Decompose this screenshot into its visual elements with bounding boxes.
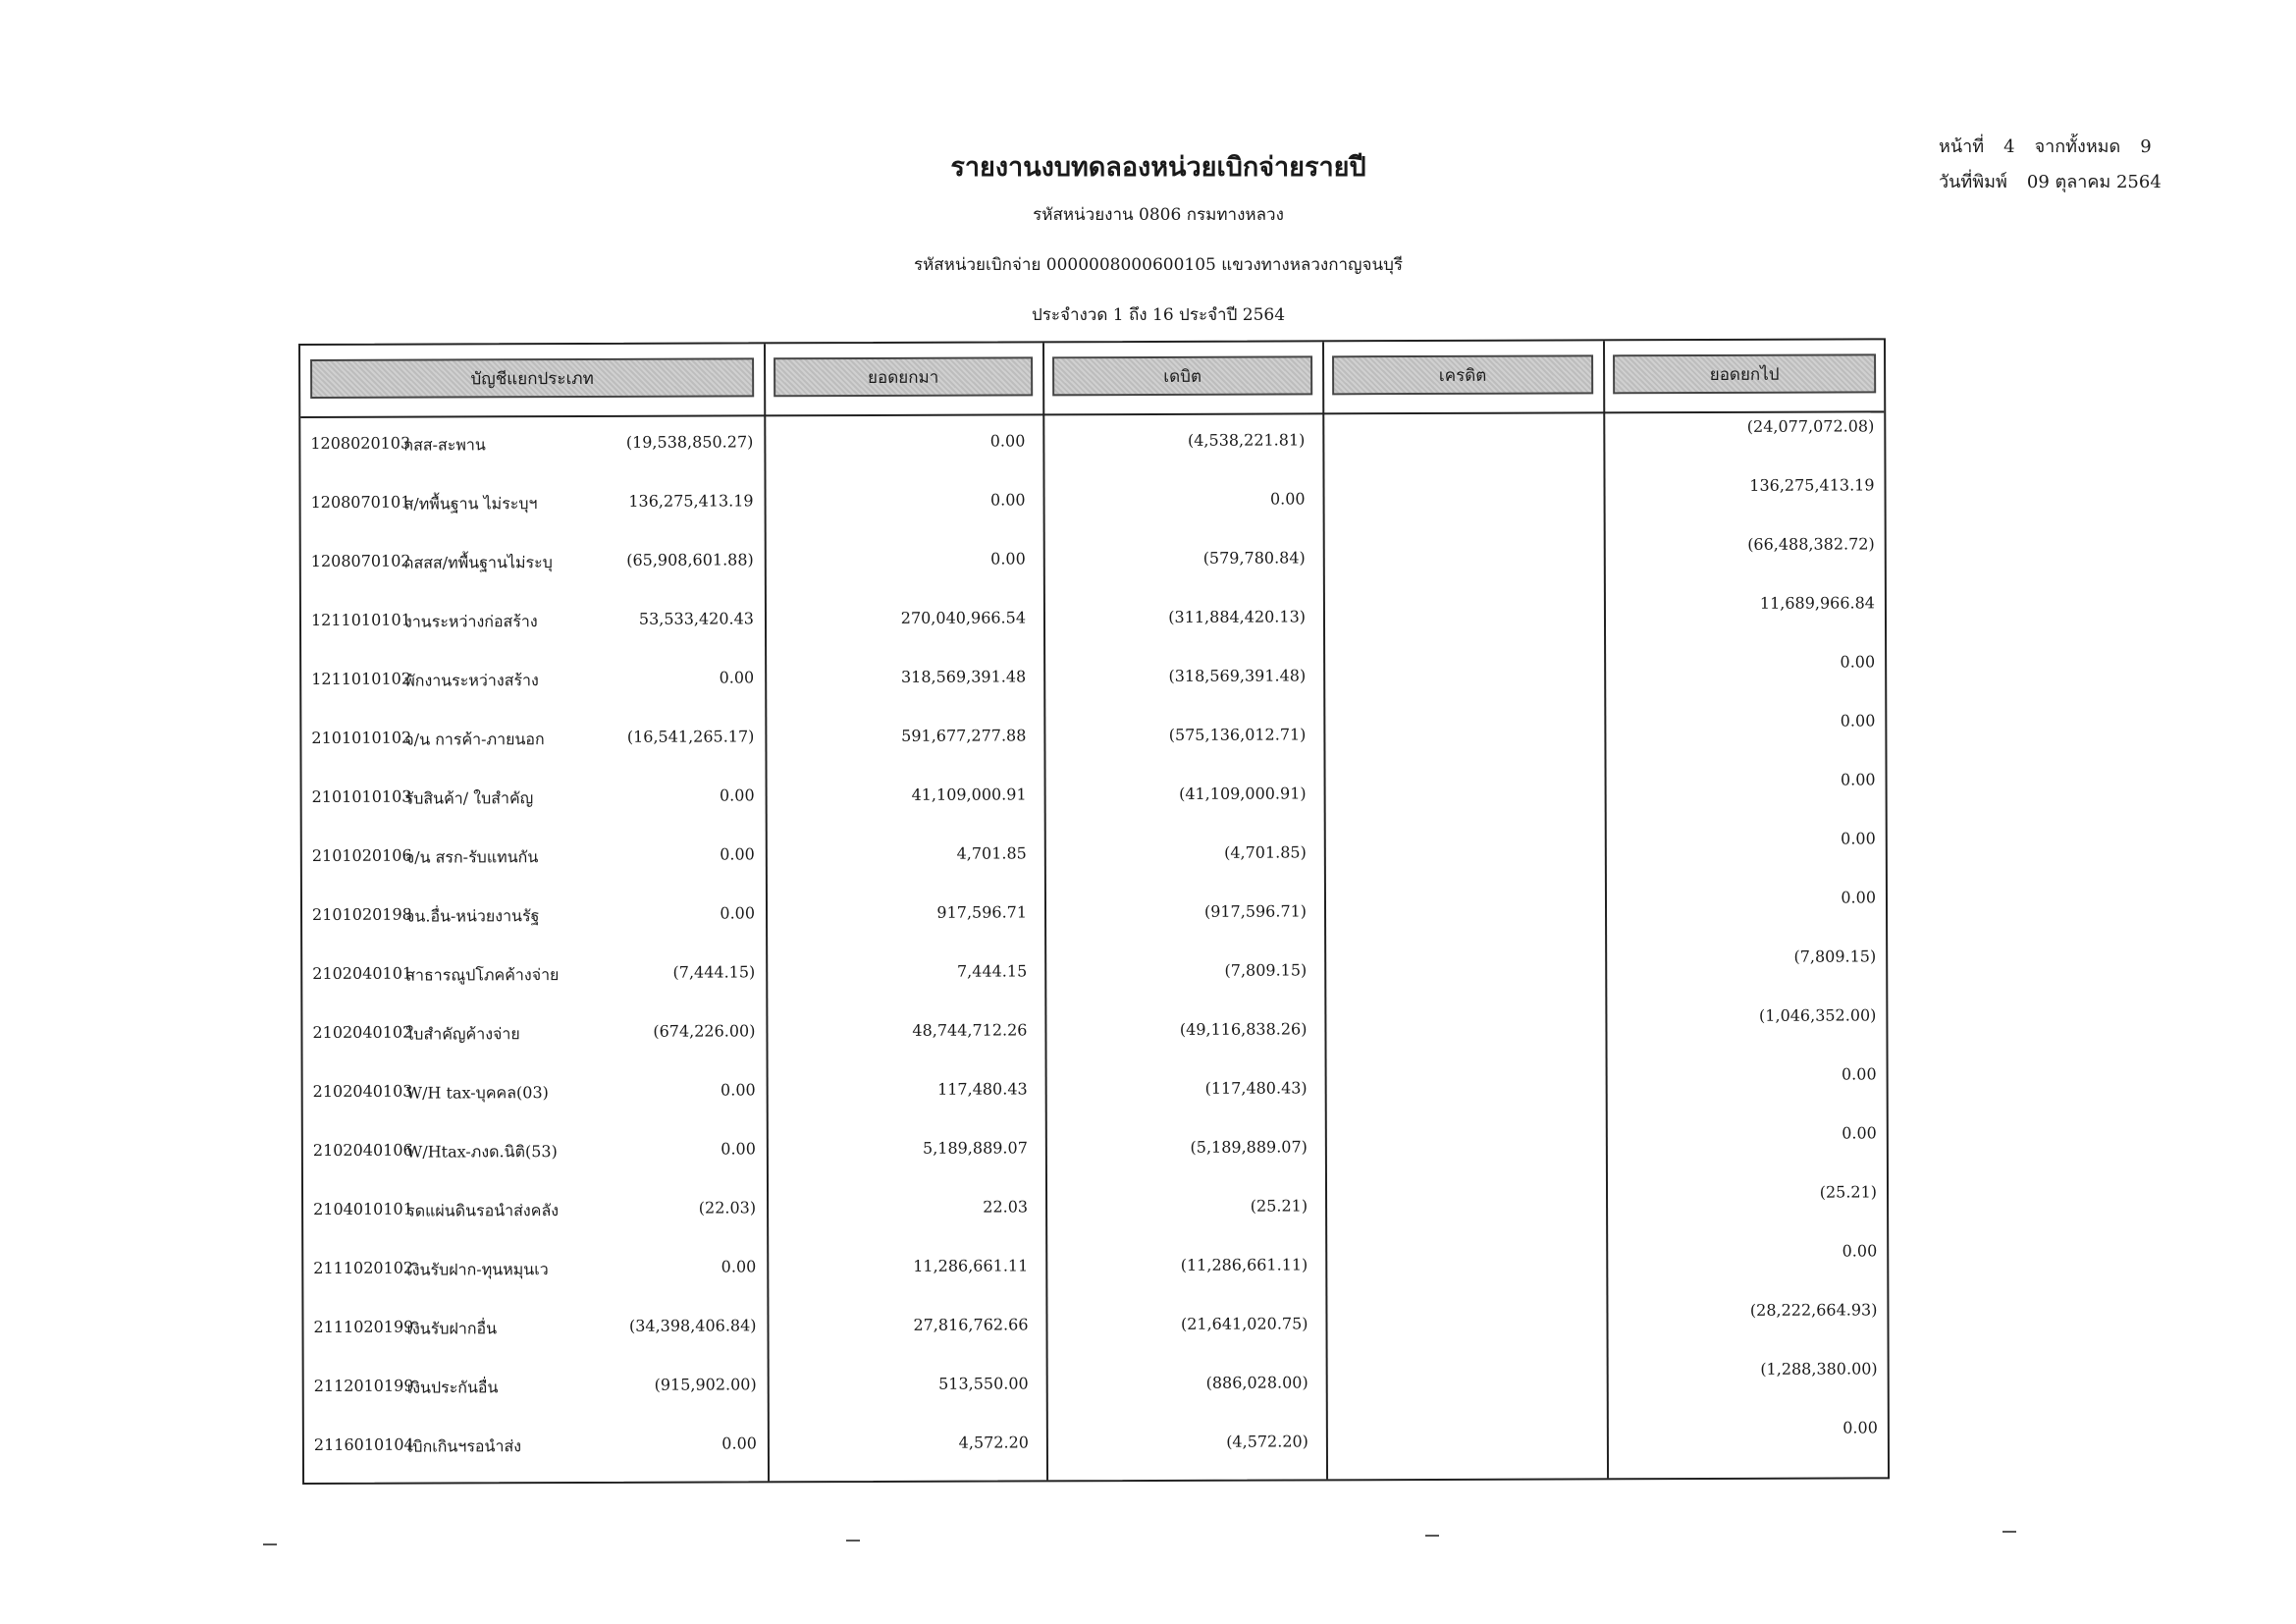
carried-forward-value: 0.00 [1842, 1241, 1878, 1261]
brought-forward-value: (65,908,601.88) [626, 550, 754, 569]
debit-value: 318,569,391.48 [900, 667, 1027, 686]
account-name: เงินประกันอื่น [406, 1378, 499, 1397]
account-code: 2101010102 [311, 728, 412, 747]
debit-value: 27,816,762.66 [913, 1315, 1029, 1334]
account-code: 1208020103 [310, 433, 411, 453]
debit-value: 48,744,712.26 [912, 1020, 1028, 1040]
account-name: จ/น สรก-รับแทนกัน [404, 847, 539, 867]
agency-code: รหัสหน่วยงาน 0806 กรมทางหลวง [1033, 205, 1284, 225]
credit-value: (917,596.71) [1203, 901, 1308, 921]
scan-mark [1425, 1535, 1439, 1537]
debit-value: 11,286,661.11 [913, 1256, 1029, 1275]
carried-forward-value: (25.21) [1819, 1182, 1878, 1202]
brought-forward-value: 0.00 [720, 844, 755, 864]
account-code: 1211010101 [310, 610, 411, 629]
column-header-credit: เครดิต [1332, 354, 1593, 395]
account-code: 2102040103 [312, 1081, 413, 1101]
account-code: 2104010101 [313, 1199, 413, 1218]
account-code: 2101020106 [311, 845, 412, 865]
carried-forward-value: 0.00 [1842, 1123, 1877, 1143]
print-date-label: วันที่พิมพ์ [1939, 172, 2007, 192]
table-row [300, 410, 1884, 475]
account-code: 2101020198 [311, 904, 412, 924]
brought-forward-value: (34,398,406.84) [628, 1316, 757, 1335]
report-title: รายงานงบทดลองหน่วยเบิกจ่ายรายปี [950, 152, 1366, 183]
scan-mark [2002, 1531, 2016, 1533]
brought-forward-value: 0.00 [721, 1257, 757, 1276]
brought-forward-value: (7,444.15) [672, 962, 756, 982]
disbursing-unit: รหัสหน่วยเบิกจ่าย 0000008000600105 แขวงทางหลวงกาญจนบุรี [913, 255, 1404, 275]
account-name: กสสส/ทพื้นฐานไม่ระบุ [403, 553, 553, 572]
account-code: 1208070102 [310, 551, 411, 570]
credit-value: (4,538,221.81) [1187, 430, 1306, 450]
account-name: พักงานระหว่างสร้าง [404, 671, 539, 690]
debit-value: 117,480.43 [937, 1079, 1028, 1099]
account-name: รับสินค้า/ ใบสำคัญ [404, 788, 534, 808]
carried-forward-value: (1,288,380.00) [1760, 1359, 1878, 1379]
account-name: W/H tax-บุคคล(03) [405, 1083, 549, 1103]
account-name: สาธารณูปโภคค้างจ่าย [405, 965, 560, 985]
brought-forward-value: 53,533,420.43 [638, 609, 755, 628]
page-meta [1939, 130, 2162, 200]
account-name: จ/น การค้า-ภายนอก [404, 730, 545, 749]
table-row [302, 882, 1886, 947]
brought-forward-value: 0.00 [719, 668, 755, 687]
debit-value: 591,677,277.88 [901, 726, 1027, 745]
carried-forward-value: (1,046,352.00) [1759, 1005, 1877, 1025]
credit-value: (575,136,012.71) [1168, 725, 1307, 744]
table-row [302, 823, 1886, 888]
credit-value: (318,569,391.48) [1168, 666, 1307, 685]
account-name: งานระหว่างก่อสร้าง [403, 612, 538, 631]
carried-forward-value: (24,077,072.08) [1746, 416, 1875, 436]
scan-mark [263, 1543, 277, 1545]
carried-forward-value: 0.00 [1840, 711, 1876, 731]
table-header [300, 340, 1884, 418]
brought-forward-value: (19,538,850.27) [625, 432, 754, 452]
debit-value: 0.00 [989, 431, 1026, 451]
credit-value: (4,572.20) [1226, 1432, 1308, 1451]
debit-value: 4,572.20 [958, 1433, 1029, 1452]
brought-forward-value: (674,226.00) [653, 1021, 756, 1041]
table-row [302, 1000, 1886, 1064]
brought-forward-value: 0.00 [719, 785, 755, 805]
print-date-row [1939, 165, 2162, 200]
credit-value: (886,028.00) [1205, 1373, 1308, 1392]
table-row [303, 1235, 1887, 1300]
table-body [300, 410, 1888, 1483]
brought-forward-value: 0.00 [721, 1139, 756, 1159]
carried-forward-value: 0.00 [1842, 1418, 1878, 1437]
page-label: หน้าที่ [1939, 136, 1985, 157]
table-row [303, 1294, 1887, 1359]
carried-forward-value: 0.00 [1840, 652, 1876, 672]
table-row [304, 1412, 1888, 1477]
account-code: 2111020102 [313, 1258, 414, 1277]
carried-forward-value: (66,488,382.72) [1747, 534, 1875, 554]
credit-value: 0.00 [1269, 489, 1306, 509]
carried-forward-value: 0.00 [1841, 1064, 1877, 1084]
table-row [303, 1058, 1887, 1123]
report-period: ประจำงวด 1 ถึง 16 ประจำปี 2564 [1031, 305, 1286, 325]
debit-value: 7,444.15 [956, 961, 1028, 981]
credit-value: (49,116,838.26) [1179, 1019, 1308, 1039]
account-code: 2102040106 [312, 1140, 413, 1160]
total-pages: 9 [2140, 136, 2152, 157]
account-name: ใบสำคัญค้างจ่าย [405, 1024, 520, 1044]
debit-value: 5,189,889.07 [922, 1138, 1028, 1158]
account-code: 1208070101 [310, 492, 411, 512]
credit-value: (5,189,889.07) [1190, 1137, 1308, 1157]
table-row [302, 764, 1886, 829]
column-header-debit: เดบิต [1052, 355, 1312, 396]
debit-value: 4,701.85 [956, 843, 1027, 863]
column-header-carried-forward: ยอดยกไป [1613, 353, 1876, 394]
scan-mark [846, 1540, 860, 1542]
table-row [304, 1353, 1888, 1418]
brought-forward-value: (915,902.00) [654, 1375, 757, 1394]
account-name: จน.อื่น-หน่วยงานรัฐ [405, 906, 540, 926]
table-row [302, 941, 1886, 1005]
carried-forward-value: (28,222,664.93) [1749, 1300, 1878, 1320]
debit-value: 917,596.71 [936, 902, 1028, 922]
table-row [301, 705, 1885, 770]
credit-value: (7,809.15) [1224, 960, 1308, 980]
account-name: ส/ทพื้นฐาน ไม่ระบุฯ [403, 494, 538, 514]
carried-forward-value: (7,809.15) [1793, 947, 1877, 966]
credit-value: (41,109,000.91) [1179, 784, 1307, 803]
page-number: 4 [2003, 136, 2015, 157]
account-name: W/Htax-ภงด.นิติ(53) [405, 1142, 558, 1162]
credit-value: (117,480.43) [1204, 1078, 1308, 1098]
debit-value: 513,550.00 [938, 1374, 1029, 1393]
print-date: 09 ตุลาคม 2564 [2026, 172, 2162, 192]
account-code: 2116010104 [313, 1435, 414, 1454]
report-header [854, 145, 1463, 328]
account-name: กสส-สะพาน [403, 435, 486, 455]
table-row [301, 528, 1885, 593]
carried-forward-value: 0.00 [1841, 829, 1876, 848]
debit-value: 22.03 [983, 1197, 1029, 1217]
account-name: รดแผ่นดินรอนำส่งคลัง [406, 1201, 560, 1220]
account-code: 2112010199 [313, 1376, 414, 1395]
trial-balance-table [298, 338, 1890, 1485]
credit-value: (311,884,420.13) [1168, 607, 1307, 626]
table-row [300, 469, 1884, 534]
debit-value: 41,109,000.91 [911, 785, 1027, 804]
brought-forward-value: 0.00 [720, 1080, 756, 1100]
credit-value: (4,701.85) [1224, 842, 1307, 862]
account-code: 2102040102 [312, 1022, 413, 1042]
account-name: เงินรับฝาก-ทุนหมุนเว [406, 1260, 549, 1279]
account-code: 1211010102 [311, 669, 412, 688]
account-name: เบิกเกินฯรอนำส่ง [406, 1436, 522, 1456]
account-code: 2102040101 [312, 963, 413, 983]
brought-forward-value: 0.00 [720, 903, 756, 923]
carried-forward-value: 11,689,966.84 [1759, 593, 1875, 613]
credit-value: (21,641,020.75) [1180, 1314, 1308, 1333]
debit-value: 270,040,966.54 [900, 608, 1027, 627]
total-pages-label: จากทั้งหมด [2034, 136, 2121, 157]
page-number-row [1939, 130, 2162, 165]
table-row [303, 1176, 1887, 1241]
account-code: 2101010103 [311, 786, 412, 806]
brought-forward-value: 136,275,413.19 [628, 491, 754, 511]
brought-forward-value: (22.03) [698, 1198, 757, 1218]
brought-forward-value: (16,541,265.17) [626, 727, 755, 746]
debit-value: 0.00 [990, 549, 1026, 568]
table-row [301, 646, 1885, 711]
credit-value: (25.21) [1250, 1196, 1308, 1216]
carried-forward-value: 136,275,413.19 [1749, 475, 1875, 495]
account-code: 2111020199 [313, 1317, 414, 1336]
carried-forward-value: 0.00 [1841, 888, 1877, 907]
account-name: เงินรับฝากอื่น [406, 1319, 498, 1338]
credit-value: (579,780.84) [1202, 548, 1306, 568]
table-row [303, 1117, 1887, 1182]
column-header-brought-forward: ยอดยกมา [774, 356, 1033, 397]
debit-value: 0.00 [989, 490, 1026, 510]
carried-forward-value: 0.00 [1840, 770, 1876, 789]
brought-forward-value: 0.00 [721, 1434, 757, 1453]
table-row [301, 587, 1885, 652]
credit-value: (11,286,661.11) [1180, 1255, 1308, 1274]
column-header-account: บัญชีแยกประเภท [310, 357, 754, 399]
